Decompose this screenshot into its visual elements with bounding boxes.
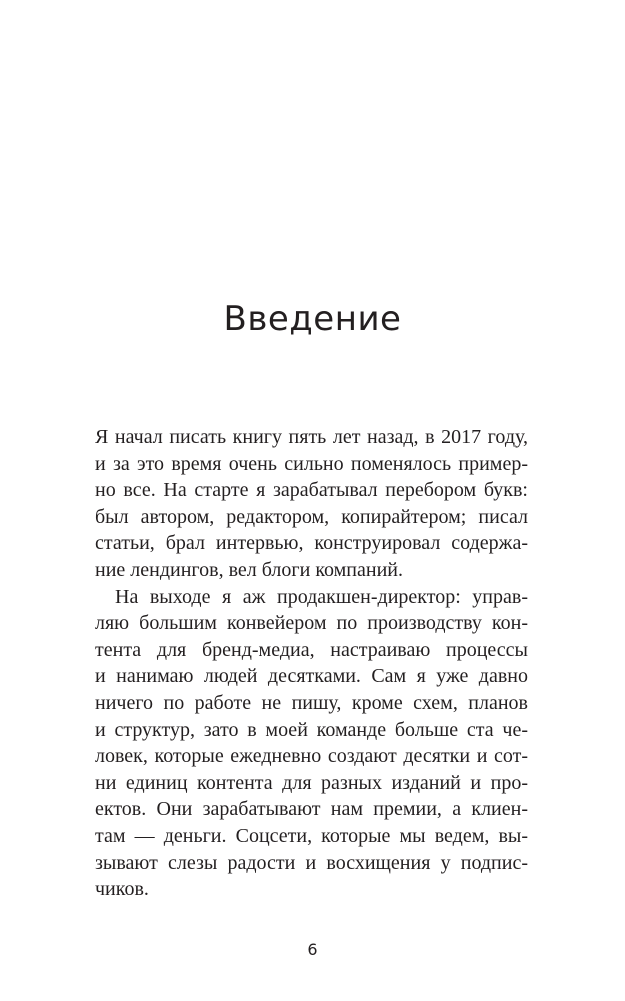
text-line: ние лендингов, вел блоги компаний.	[95, 558, 403, 581]
text-line: и за это время очень сильно поменялось пример-	[95, 452, 528, 475]
body-text	[95, 424, 528, 903]
text-line: ловек, которые ежедневно создают десятки и сот-	[95, 745, 528, 768]
text-line: ляю большим конвейером по производству кон-	[95, 612, 528, 635]
text-line: и нанимаю людей десятками. Сам я уже давно	[95, 665, 528, 688]
text-line: ни единиц контента для разных изданий и про-	[95, 771, 528, 794]
text-line: и структур, зато в моей команде больше ста че-	[95, 718, 528, 741]
text-line: Я начал писать книгу пять лет назад, в 2017 году,	[95, 426, 528, 448]
text-line: ектов. Они зарабатывают нам премии, а клиен-	[95, 798, 528, 821]
text-line: ничего по работе не пишу, кроме схем, планов	[95, 691, 528, 714]
text-line: там — деньги. Соцсети, которые мы ведем, вы-	[95, 824, 528, 847]
chapter-title: Введение	[223, 298, 402, 339]
text-line: был автором, редактором, копирайтером; писал	[95, 505, 528, 528]
text-line: статьи, брал интервью, конструировал содержа-	[95, 532, 528, 555]
text-line: зывают слезы радости и восхищения у подпис-	[95, 851, 528, 874]
text-line: тента для бренд-медиа, настраиваю процессы	[95, 638, 528, 661]
text-line: чиков.	[95, 878, 149, 901]
page-number: 6	[307, 940, 318, 959]
text-line: На выходе я аж продакшен-директор: управ-	[115, 585, 528, 608]
text-line: но все. На старте я зарабатывал перебором букв:	[95, 479, 528, 502]
